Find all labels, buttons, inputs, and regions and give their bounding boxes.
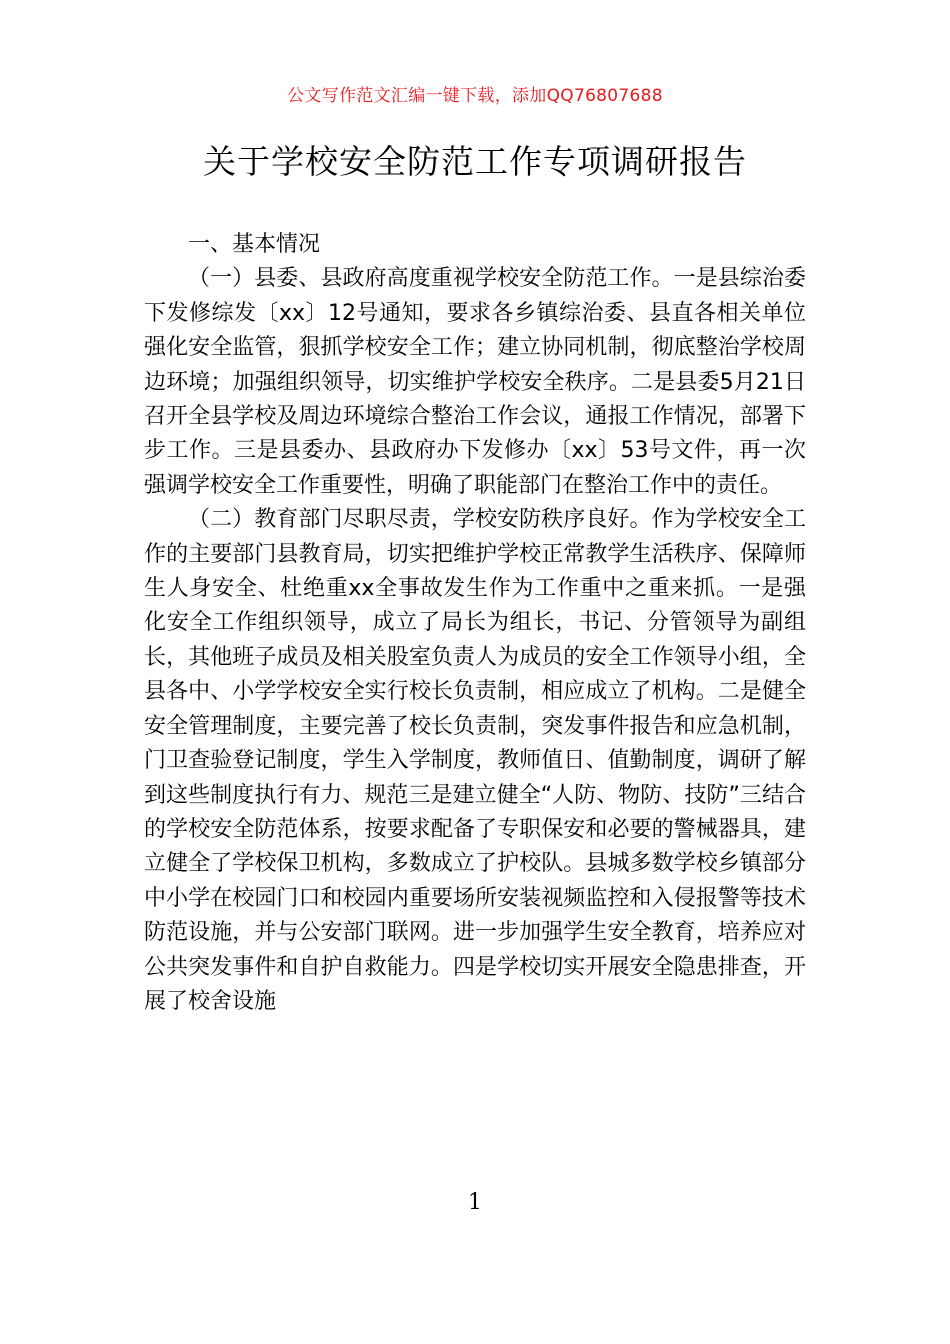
section-heading: 一、基本情况 — [188, 232, 321, 257]
document-title: 关于学校安全防范工作专项调研报告 — [203, 142, 747, 181]
paragraph: （二）教育部门尽职尽责，学校安防秩序良好。作为学校安全工作的主要部门县教育局，切实把维护学校正常教学生活秩序、保障师生人身安全、杜绝重xx全事故发生作为工作重中之重来抓。一是强化安全工作组织领导，成立了局长为组长，书记、分管领导为副组长，其他班子成员及相关股室负责人为成员的安全工作领导小组，全县各中、小学学校安全实行校长负责制，相应成立了机构。二是健全安全管理制度，主要完善了校长负责制，突发事件报告和应急机制，门卫查验登记制度，学生入学制度，教师值日、值勤制度，调研了解到这些制度执行有力、规范三是建立健全“人防、物防、技防”三结合的学校安全防范体系，按要求配备了专职保安和必要的警械器具，建立健全了学校保卫机构，多数成立了护校队。县城多数学校乡镇部分中小学在校园门口和校园内重要场所安装视频监控和入侵报警等技术防范设施，并与公安部门联网。进一步加强学生安全教育，培养应对公共突发事件和自护自救能力。四是学校切实开展安全隐患排查，开展了校舍设施 — [144, 507, 806, 1014]
promo-banner[interactable]: 公文写作范文汇编一键下载，添加QQ76807688 — [287, 86, 663, 106]
document-body — [144, 228, 806, 1019]
paragraph: （一）县委、县政府高度重视学校安全防范工作。一是县综治委下发修综发〔xx〕12号通知，要求各乡镇综治委、县直各相关单位强化安全监管，狠抓学校安全工作；建立协同机制，彻底整治学校周边环境；加强组织领导，切实维护学校安全秩序。二是县委5月21日召开全县学校及周边环境综合整治工作会议，通报工作情况，部署下步工作。三是县委办、县政府办下发修办〔xx〕53号文件，再一次强调学校安全工作重要性，明确了职能部门在整治工作中的责任。 — [144, 266, 806, 498]
page-number: 1 — [468, 1190, 482, 1215]
